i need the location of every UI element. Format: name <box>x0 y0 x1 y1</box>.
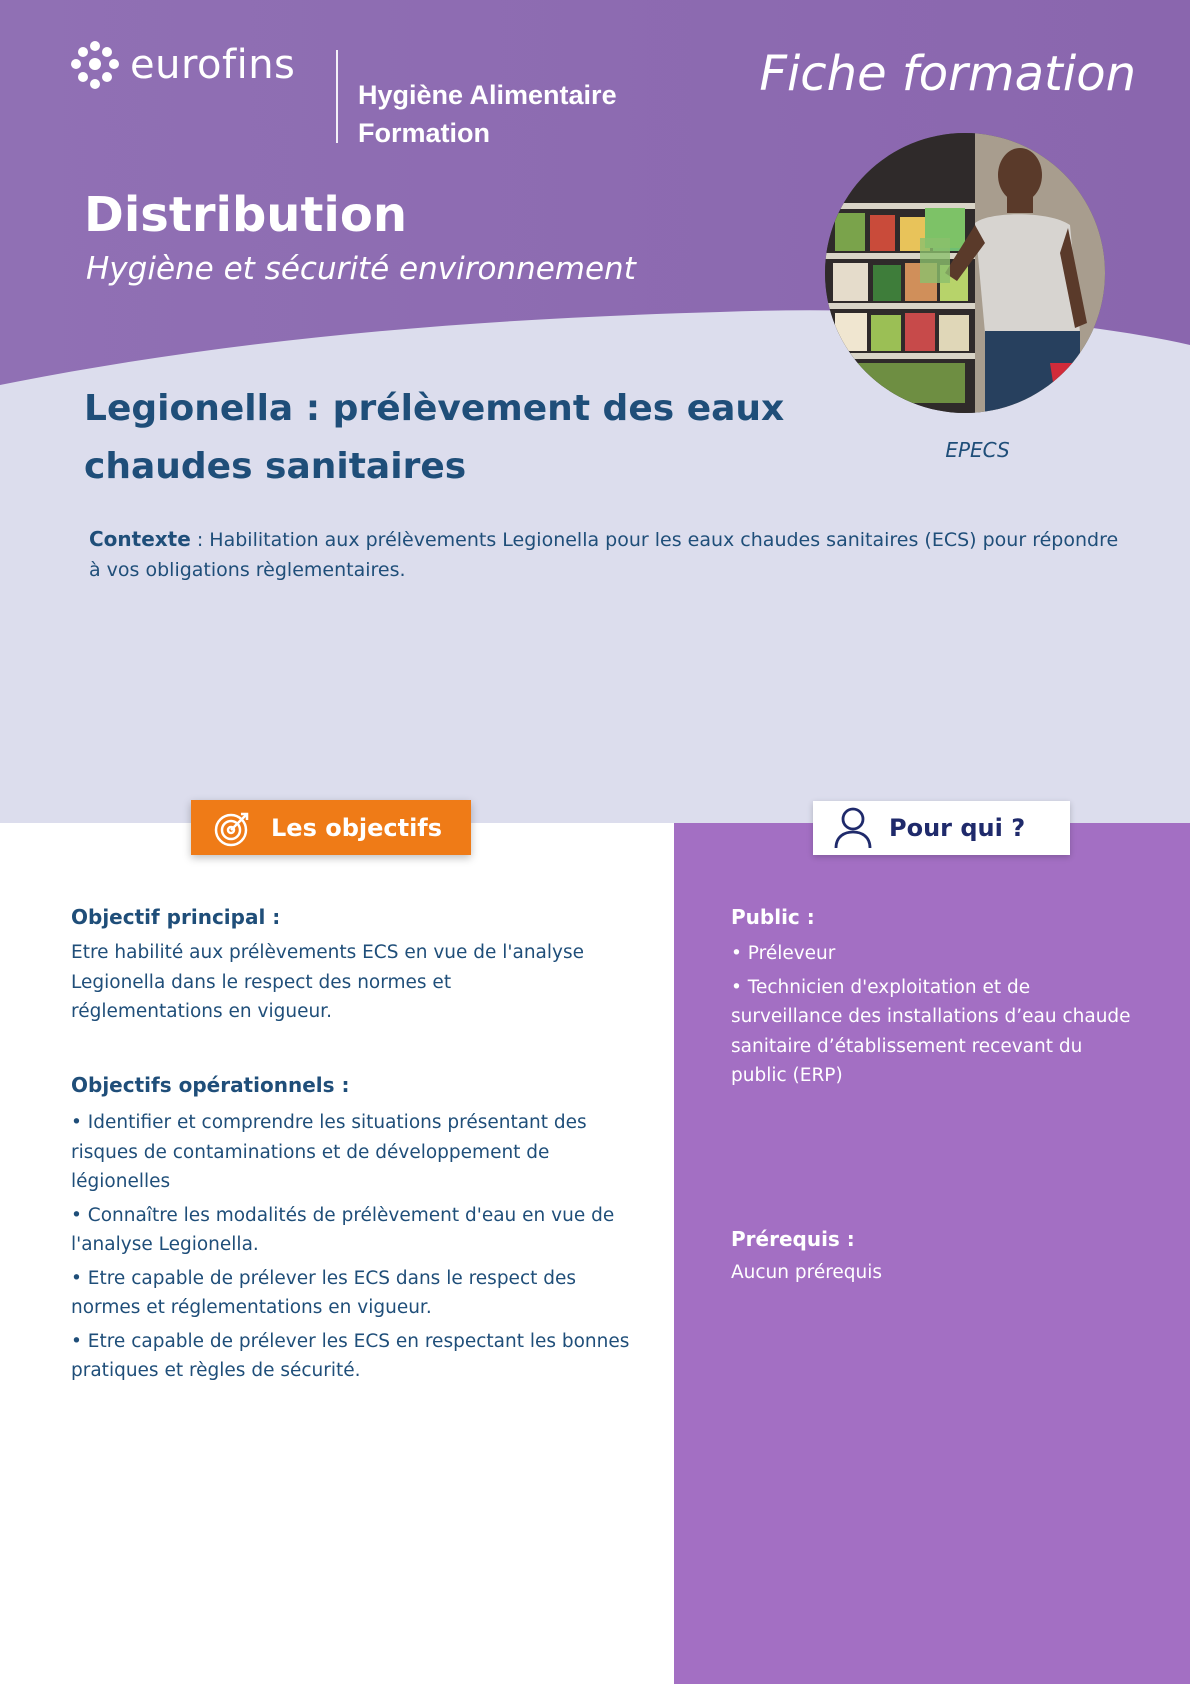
document-type: Fiche formation <box>759 46 1136 102</box>
audience-section-header <box>813 801 1070 855</box>
course-title-line1: Legionella : prélèvement des eaux <box>84 388 785 429</box>
main-objective-text: Etre habilité aux prélèvements ECS en vue de l'analyse Legionella dans le respect des normes et réglementations en vigueur. <box>71 942 585 1022</box>
course-title <box>84 380 804 496</box>
prerequisites-text: Aucun prérequis <box>731 1262 883 1283</box>
public-list <box>731 939 1141 1095</box>
operational-objectives-list <box>71 1108 631 1390</box>
list-item: • Préleveur <box>731 943 836 964</box>
eurofins-logo[interactable] <box>70 40 295 90</box>
course-title-line2: chaudes sanitaires <box>84 446 467 487</box>
category-title: Distribution <box>84 187 408 243</box>
photo-caption: EPECS <box>945 438 1010 462</box>
logo-divider <box>336 50 338 143</box>
context-paragraph <box>89 524 1119 585</box>
main-objective-heading: Objectif principal : <box>71 905 281 929</box>
list-item: • Technicien d'exploitation et de surveillance des installations d’eau chaude sanitaire d’établissement recevant du public (ERP) <box>731 976 1131 1086</box>
eurofins-dots-icon <box>70 40 120 90</box>
target-icon <box>213 808 253 848</box>
logo-text: eurofins <box>130 42 296 88</box>
list-item: • Connaître les modalités de prélèvement d'eau en vue de l'analyse Legionella. <box>71 1204 615 1255</box>
objectives-label: Les objectifs <box>271 813 443 842</box>
context-label: Contexte <box>89 527 191 551</box>
context-text: : Habilitation aux prélèvements Legionella pour les eaux chaudes sanitaires (ECS) pour répondre à vos obligations règlementaires. <box>89 529 1119 581</box>
list-item: • Etre capable de prélever les ECS en respectant les bonnes pratiques et règles de sécurité. <box>71 1330 630 1381</box>
subbrand-line2: Formation <box>358 118 490 148</box>
audience-label: Pour qui ? <box>889 814 1026 842</box>
supermarket-image <box>825 133 1105 413</box>
objectives-section-header <box>191 800 471 855</box>
list-item: • Etre capable de prélever les ECS dans le respect des normes et réglementations en vigueur. <box>71 1267 577 1318</box>
subbrand-line1: Hygiène Alimentaire <box>358 80 617 110</box>
shopper-photo <box>825 133 1105 413</box>
public-heading: Public : <box>731 905 815 929</box>
subbrand <box>358 76 617 152</box>
prerequisites-heading: Prérequis : <box>731 1227 855 1251</box>
operational-objectives-heading: Objectifs opérationnels : <box>71 1073 350 1097</box>
list-item: • Identifier et comprendre les situations présentant des risques de contaminations et de développement de légionelles <box>71 1112 587 1192</box>
person-icon <box>833 806 873 850</box>
subcategory-title: Hygiène et sécurité environnement <box>86 251 636 287</box>
